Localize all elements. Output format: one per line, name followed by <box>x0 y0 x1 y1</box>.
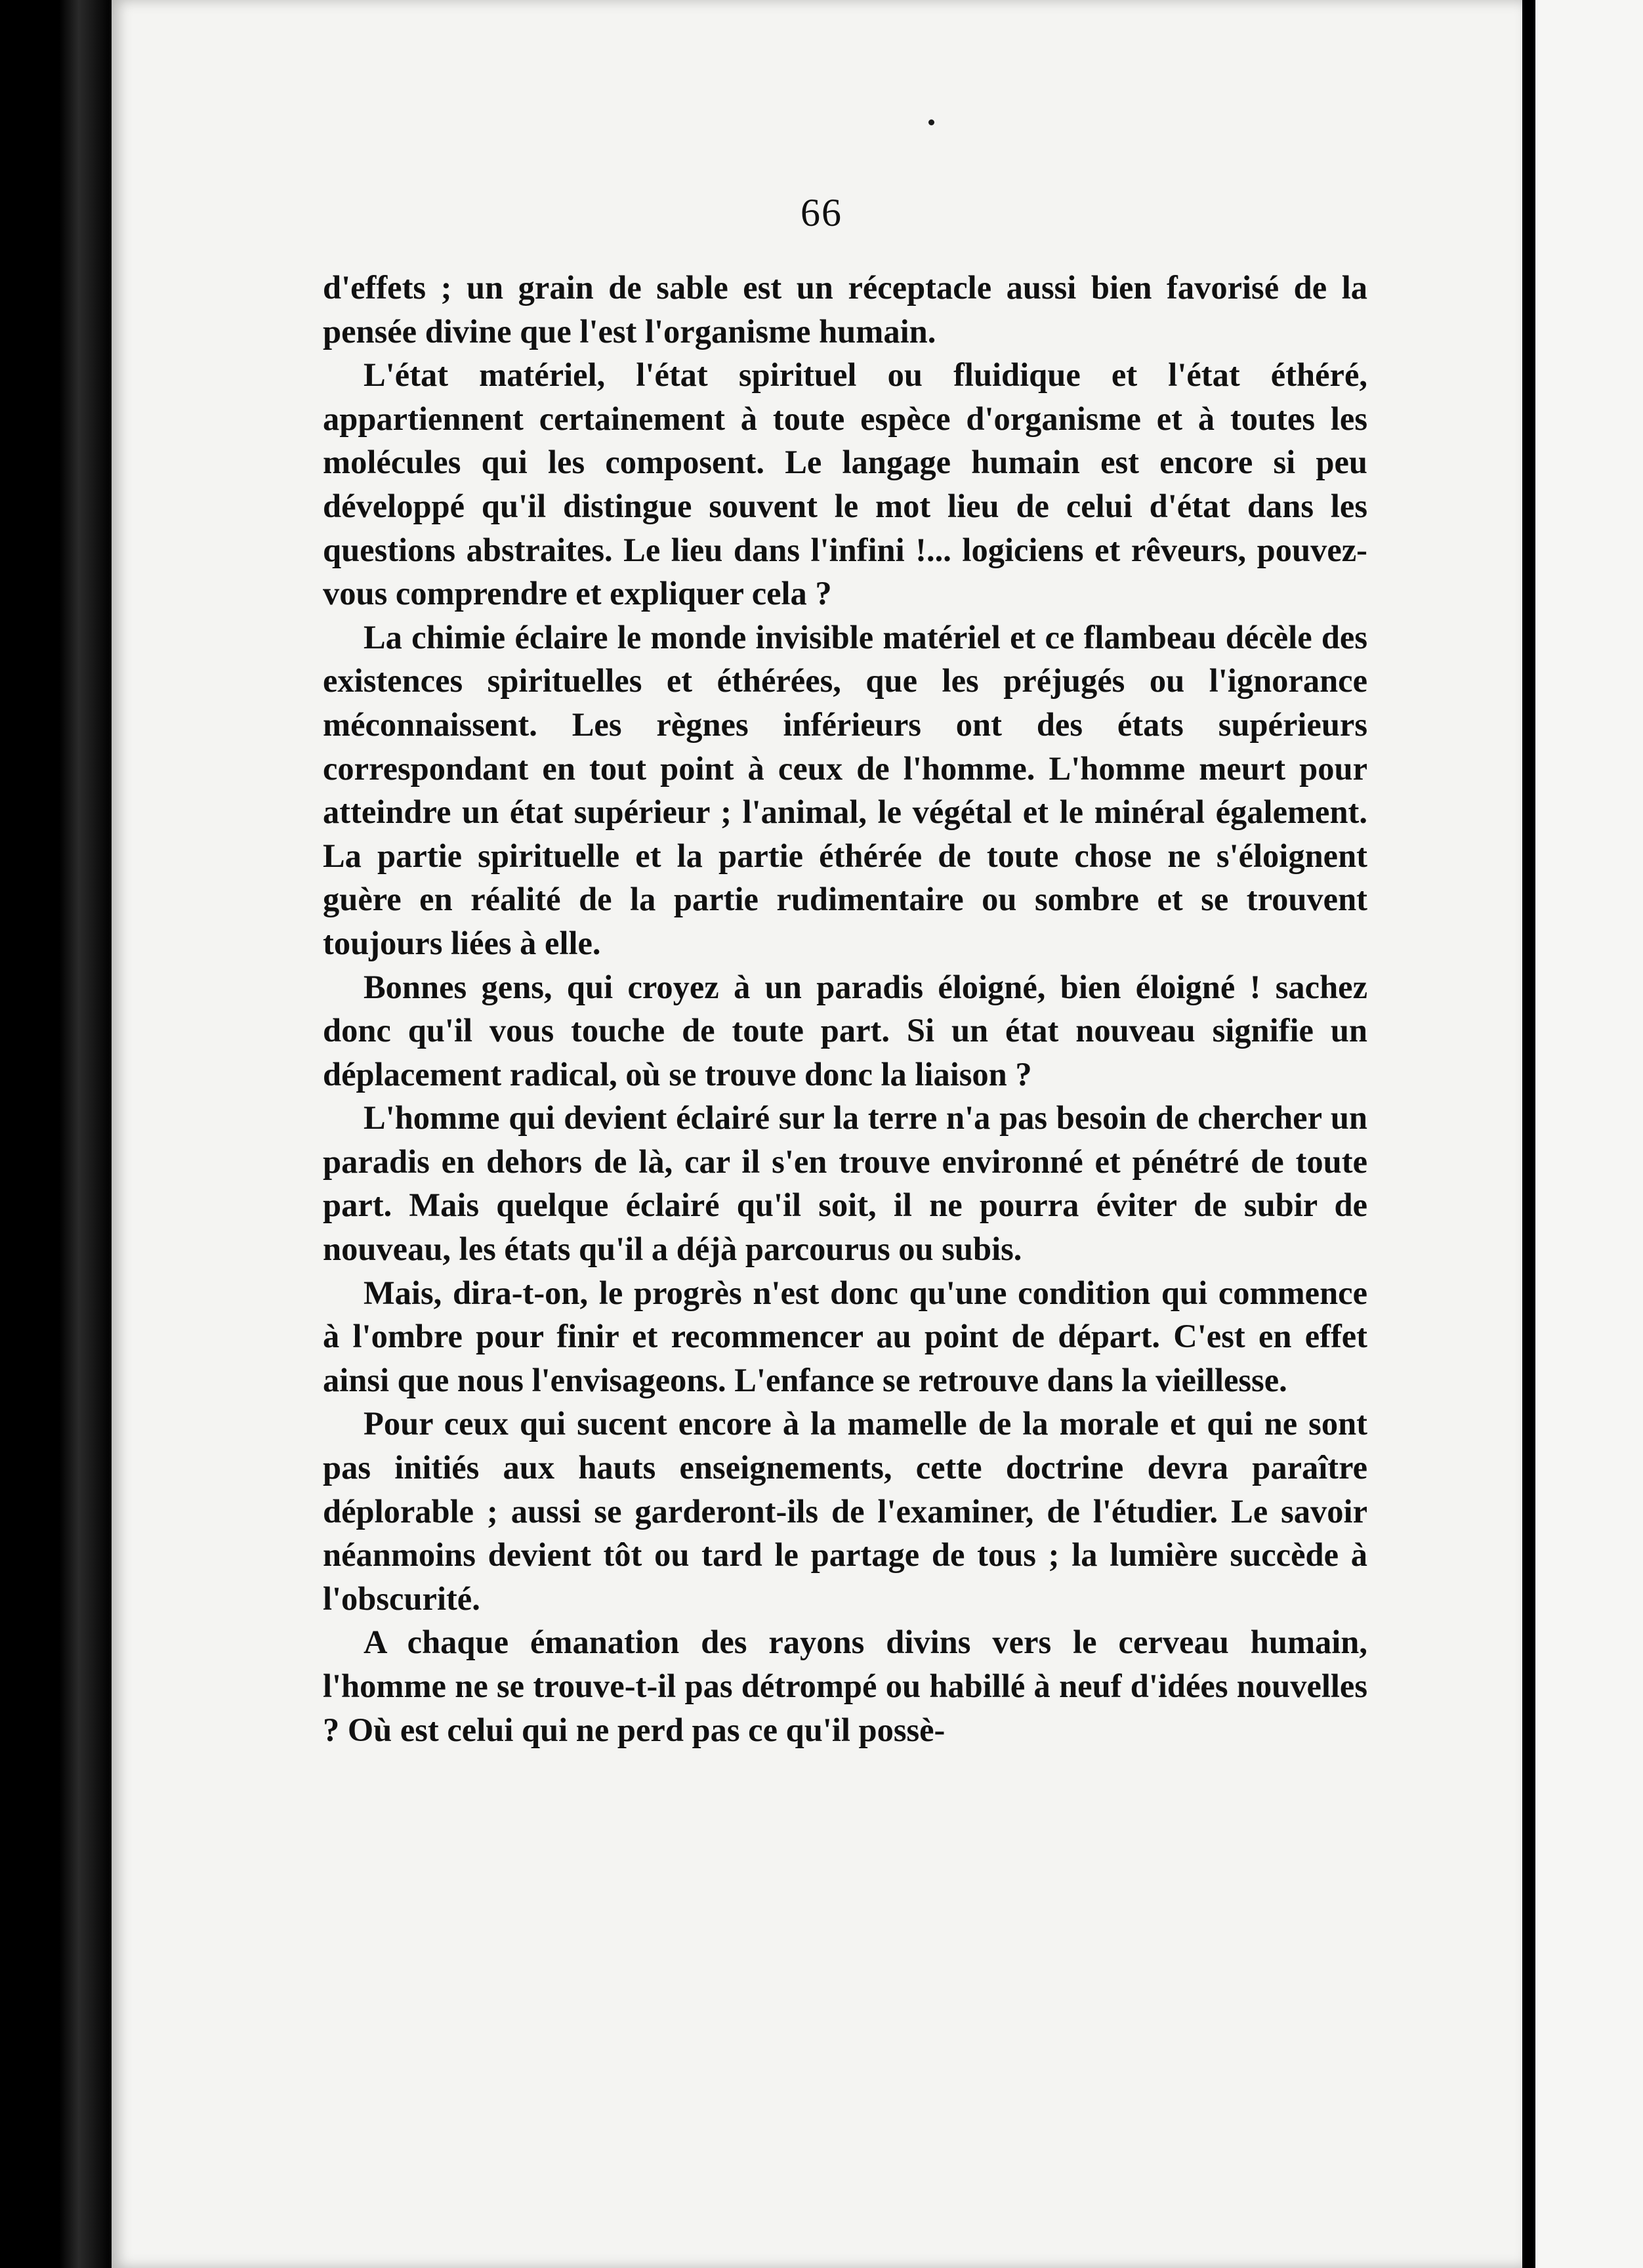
paragraph-7: Pour ceux qui sucent encore à la mamelle de la morale et qui ne sont pas initiés aux hauts enseignements, cette doctrine devra paraître déplorable ; aussi se garderont-ils de l'examiner, de l'étudier. Le savoir néanmoins devient tôt ou tard le partage de tous ; la lumière succède à l'obscurité. <box>323 1405 1367 1617</box>
paragraph-1: d'effets ; un grain de sable est un réceptacle aussi bien favorisé de la pensée divine que l'est l'organisme humain. <box>323 269 1367 350</box>
paragraph-2: L'état matériel, l'état spirituel ou fluidique et l'état éthéré, appartiennent certainement à toute espèce d'organisme et à toutes les molécules qui les composent. Le langage humain est encore si peu développé qu'il distingue souvent le mot lieu de celui d'état dans les questions abstraites. Le lieu dans l'infini !... logiciens et rêveurs, pouvez-vous comprendre et expliquer cela ? <box>323 356 1367 612</box>
paragraph-4: Bonnes gens, qui croyez à un paradis éloigné, bien éloigné ! sachez donc qu'il vous touche de toute part. Si un état nouveau signifie un déplacement radical, où se trouve donc la liaison ? <box>323 968 1367 1093</box>
book-spine-edge <box>0 0 112 2268</box>
page-number: 66 <box>801 191 842 234</box>
page-body <box>323 266 1367 1752</box>
paragraph-6: Mais, dira-t-on, le progrès n'est donc qu'une condition qui commence à l'ombre pour finir et recommencer au point de départ. C'est en effet ainsi que nous l'envisageons. L'enfance se retrouve dans la vieillesse. <box>323 1274 1367 1398</box>
ink-speck <box>928 119 934 125</box>
paragraph-5: L'homme qui devient éclairé sur la terre n'a pas besoin de chercher un paradis en dehors de là, car il s'en trouve environné et pénétré de toute part. Mais quelque éclairé qu'il soit, il ne pourra éviter de subir de nouveau, les états qu'il a déjà parcourus ou subis. <box>323 1099 1367 1268</box>
page-gutter <box>1522 0 1535 2268</box>
paragraph-3: La chimie éclaire le monde invisible matériel et ce flambeau décèle des existences spirituelles et éthérées, que les préjugés ou l'ignorance méconnaissent. Les règnes inférieurs ont des états supérieurs correspondant en tout point à ceux de l'homme. L'homme meurt pour atteindre un état supérieur ; l'animal, le végétal et le minéral également. La partie spirituelle et la partie éthérée de toute chose ne s'éloignent guère en réalité de la partie rudimentaire ou sombre et se trouvent toujours liées à elle. <box>323 618 1367 961</box>
paragraph-8: A chaque émanation des rayons divins vers le cerveau humain, l'homme ne se trouve-t-il pas détrompé ou habillé à neuf d'idées nouvelles ? Où est celui qui ne perd pas ce qu'il possè- <box>323 1624 1367 1748</box>
adjacent-page-edge <box>1535 0 1643 2268</box>
